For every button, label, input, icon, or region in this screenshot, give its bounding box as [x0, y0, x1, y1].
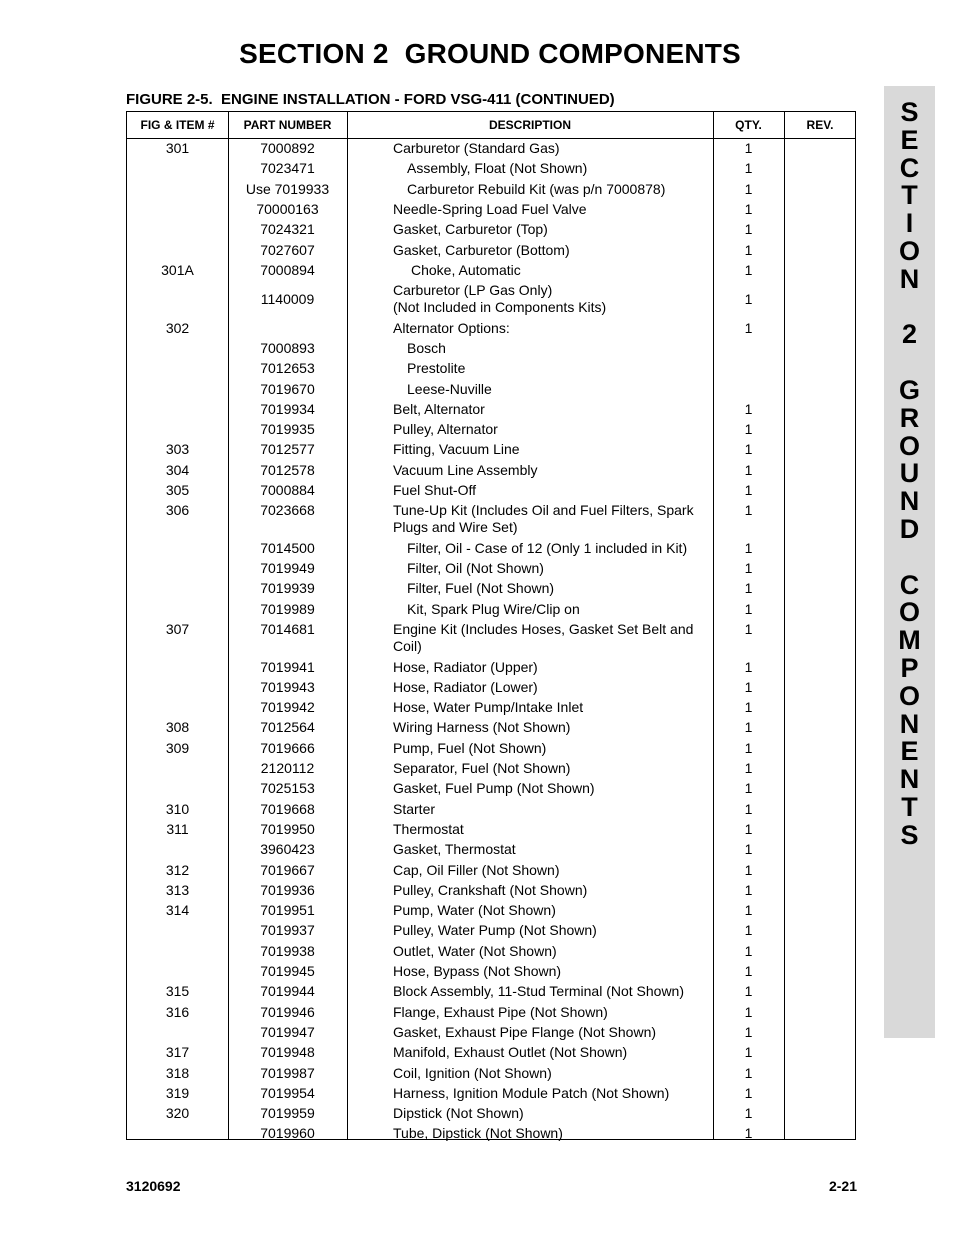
side-tab-letter: R — [899, 402, 920, 433]
part-number-cell: 7000884 — [260, 482, 315, 498]
qty-cell: 1 — [744, 800, 753, 817]
part-number-cell: 7012564 — [260, 719, 315, 736]
side-tab-letter: D — [899, 514, 920, 544]
fig-item-cell: 309 — [165, 739, 190, 756]
table-row — [127, 699, 855, 719]
qty-cell: 1 — [744, 1125, 753, 1142]
side-tab-letter: S — [900, 819, 919, 850]
description-cell: Gasket, Fuel Pump (Not Shown) — [393, 780, 595, 797]
qty-cell: 1 — [744, 1003, 753, 1020]
table-row — [127, 282, 855, 320]
fig-item-cell: 304 — [165, 461, 190, 478]
side-tab-letter: O — [898, 597, 920, 628]
fig-item-cell: 312 — [165, 861, 190, 878]
table-row — [127, 621, 855, 659]
qty-cell: 1 — [744, 739, 753, 756]
fig-item-cell: 301 — [165, 140, 190, 156]
description-cell: Thermostat — [393, 820, 464, 837]
qty-cell: 1 — [744, 441, 753, 458]
part-number-cell: 7012653 — [260, 360, 315, 377]
table-row — [127, 160, 855, 180]
description-cell: Vacuum Line Assembly — [393, 461, 538, 478]
fig-item-cell: 302 — [165, 319, 190, 336]
side-tab-letter: U — [899, 458, 920, 489]
part-number-cell: 7019947 — [260, 1023, 315, 1040]
side-tab-letter: N — [899, 263, 920, 294]
page-title: SECTION 2 GROUND COMPONENTS — [239, 38, 741, 69]
description-cell: Gasket, Carburetor (Top) — [393, 221, 548, 238]
part-number-cell: 7023668 — [260, 502, 315, 519]
qty-cell: 1 — [744, 841, 753, 858]
side-tab-letter: 2 — [901, 319, 918, 350]
part-number-cell: 7019934 — [260, 400, 315, 417]
part-number-cell: 7019668 — [260, 800, 315, 817]
table-row — [127, 140, 855, 160]
table-row — [127, 262, 855, 282]
description-cell: Coil, Ignition (Not Shown) — [393, 1064, 552, 1081]
table-row — [127, 862, 855, 882]
part-number-cell: 7019950 — [260, 820, 315, 837]
description-cell: Engine Kit (Includes Hoses, Gasket Set Belt and — [393, 621, 694, 637]
fig-item-cell: 305 — [165, 482, 190, 498]
qty-cell: 1 — [744, 902, 753, 919]
description-cell: Outlet, Water (Not Shown) — [393, 942, 557, 959]
qty-cell: 1 — [744, 942, 753, 959]
description-cell: Hose, Radiator (Lower) — [393, 678, 538, 695]
table-row — [127, 659, 855, 679]
qty-cell: 1 — [744, 600, 753, 617]
part-number-cell: 7000893 — [260, 339, 315, 356]
description-cell: Needle-Spring Load Fuel Valve — [393, 200, 587, 217]
header-part-number: PART NUMBER — [243, 118, 332, 132]
part-number-cell: 7019949 — [260, 560, 315, 577]
description-cell: Pump, Water (Not Shown) — [393, 902, 556, 919]
description-cell: Flange, Exhaust Pipe (Not Shown) — [393, 1003, 608, 1020]
table-row — [127, 462, 855, 482]
description-cell: Block Assembly, 11-Stud Terminal (Not Shown) — [393, 983, 685, 1000]
qty-cell: 1 — [744, 221, 753, 238]
table-row — [127, 679, 855, 699]
table-row — [127, 441, 855, 461]
qty-cell: 1 — [744, 400, 753, 417]
description-cell: Dipstick (Not Shown) — [393, 1105, 524, 1122]
table-row — [127, 801, 855, 821]
description-cell: Carburetor (Standard Gas) — [393, 140, 560, 156]
qty-cell: 1 — [744, 1084, 753, 1101]
side-tab-letter: E — [900, 736, 919, 767]
description-cell: Gasket, Exhaust Pipe Flange (Not Shown) — [393, 1023, 657, 1040]
side-tab-letter: N — [899, 764, 920, 795]
table-row — [127, 841, 855, 861]
qty-cell: 1 — [744, 881, 753, 898]
part-number-cell: 7019954 — [260, 1084, 315, 1101]
part-number-cell: 7023471 — [260, 160, 315, 177]
fig-item-cell: 316 — [165, 1003, 190, 1020]
description-cell: Hose, Bypass (Not Shown) — [393, 963, 562, 979]
qty-cell: 1 — [744, 658, 753, 675]
table-row — [127, 320, 855, 340]
qty-cell: 1 — [744, 1105, 753, 1122]
qty-cell: 1 — [744, 621, 753, 637]
table-row — [127, 1044, 855, 1064]
description-cell: Prestolite — [407, 360, 466, 377]
header-description: DESCRIPTION — [488, 118, 571, 132]
side-tab-letter: T — [901, 792, 918, 822]
table-row — [127, 580, 855, 600]
table-row — [127, 181, 855, 201]
table-row — [127, 1004, 855, 1024]
description-cell: Wiring Harness (Not Shown) — [393, 719, 571, 736]
part-number-cell: 7000894 — [260, 261, 315, 278]
side-tab-letter: T — [901, 180, 918, 211]
fig-item-cell: 310 — [165, 800, 190, 817]
description-cell: Carburetor Rebuild Kit (was p/n 7000878) — [407, 180, 666, 197]
table-row — [127, 719, 855, 739]
description-cell-continued: (Not Included in Components Kits) — [393, 299, 607, 316]
qty-cell: 1 — [744, 780, 753, 797]
part-number-cell: 7019946 — [260, 1003, 315, 1020]
fig-item-cell: 315 — [165, 983, 190, 1000]
figure-caption: FIGURE 2-5. ENGINE INSTALLATION - FORD VSG-411 (CONTINUED) — [126, 91, 615, 108]
page-number: 2-21 — [828, 1178, 857, 1194]
fig-item-cell: 314 — [165, 902, 190, 919]
description-cell-continued: Plugs and Wire Set) — [393, 519, 518, 536]
table-row — [127, 482, 855, 502]
fig-item-cell: 313 — [165, 881, 190, 898]
fig-item-cell: 301A — [161, 261, 194, 278]
part-number-cell: 7019667 — [260, 861, 315, 878]
fig-item-cell: 317 — [165, 1044, 190, 1061]
description-cell: Manifold, Exhaust Outlet (Not Shown) — [393, 1044, 628, 1061]
side-tab-letter: C — [899, 569, 920, 600]
table-row — [127, 760, 855, 780]
table-row — [127, 360, 855, 380]
description-cell: Hose, Radiator (Upper) — [393, 658, 538, 675]
description-cell: Starter — [393, 800, 436, 817]
part-number-cell: 7019670 — [260, 380, 315, 397]
part-number-cell: 7027607 — [260, 241, 315, 258]
part-number-cell: 7019666 — [260, 739, 315, 756]
qty-cell: 1 — [744, 291, 753, 308]
part-number-cell: 7019989 — [260, 600, 315, 617]
fig-item-cell: 307 — [165, 621, 190, 637]
description-cell: Tube, Dipstick (Not Shown) — [393, 1125, 563, 1142]
table-row — [127, 601, 855, 621]
table-row — [127, 221, 855, 241]
part-number-cell: 7019939 — [260, 580, 315, 597]
part-number-cell: 7019948 — [260, 1044, 315, 1061]
fig-item-cell: 320 — [165, 1105, 190, 1122]
document-number: 3120692 — [126, 1178, 181, 1194]
header-qty: QTY. — [735, 118, 762, 132]
table-row — [127, 242, 855, 262]
fig-item-cell: 303 — [165, 441, 190, 458]
table-row — [127, 540, 855, 560]
table-row — [127, 740, 855, 760]
table-row — [127, 421, 855, 441]
table-row — [127, 780, 855, 800]
description-cell: Leese-Nuville — [407, 380, 492, 397]
qty-cell: 1 — [744, 699, 753, 716]
description-cell: Fuel Shut-Off — [393, 482, 477, 498]
side-tab-letter: I — [905, 208, 914, 239]
description-cell-continued: Coil) — [393, 638, 422, 654]
description-cell: Carburetor (LP Gas Only) — [393, 282, 553, 299]
fig-item-cell: 308 — [165, 719, 190, 736]
table-row — [127, 983, 855, 1003]
fig-item-cell: 319 — [165, 1084, 190, 1101]
side-tab-letter: E — [900, 124, 919, 155]
qty-cell: 1 — [744, 922, 753, 939]
side-tab-letter: G — [898, 375, 920, 405]
part-number-cell: 7019987 — [260, 1064, 315, 1081]
part-number-cell: 7019951 — [260, 902, 315, 919]
qty-cell: 1 — [744, 1064, 753, 1081]
fig-item-cell: 318 — [165, 1064, 190, 1081]
table-row — [127, 821, 855, 841]
qty-cell: 1 — [744, 261, 753, 278]
qty-cell: 1 — [744, 241, 753, 258]
part-number-cell: 7000892 — [260, 140, 315, 156]
qty-cell: 1 — [744, 560, 753, 577]
part-number-cell: 7012578 — [260, 461, 315, 478]
description-cell: Pump, Fuel (Not Shown) — [393, 739, 547, 756]
fig-item-cell: 311 — [166, 820, 189, 837]
part-number-cell: 7025153 — [260, 780, 315, 797]
side-tab-letter: P — [900, 653, 919, 683]
description-cell: Choke, Automatic — [411, 261, 521, 278]
header-rev: REV. — [806, 118, 834, 132]
table-row — [127, 922, 855, 942]
side-tab-letter: C — [899, 152, 920, 183]
parts-table — [126, 111, 856, 1140]
table-row — [127, 201, 855, 221]
table-row — [127, 401, 855, 421]
qty-cell: 1 — [744, 983, 753, 1000]
description-cell: Filter, Oil - Case of 12 (Only 1 included in Kit) — [407, 539, 688, 556]
side-tab-letter: S — [900, 97, 919, 127]
description-cell: Belt, Alternator — [393, 400, 485, 417]
table-row — [127, 963, 855, 983]
side-tab-letter: N — [899, 708, 920, 739]
description-cell: Separator, Fuel (Not Shown) — [393, 760, 571, 776]
qty-cell: 1 — [744, 160, 753, 177]
side-tab-letter: O — [898, 680, 920, 711]
qty-cell: 1 — [744, 180, 753, 197]
qty-cell: 1 — [744, 963, 753, 979]
table-row — [127, 340, 855, 360]
qty-cell: 1 — [744, 140, 753, 156]
part-number-cell: 3960423 — [260, 841, 315, 858]
side-tab-letter: O — [898, 430, 920, 461]
part-number-cell: 7019959 — [260, 1105, 315, 1122]
part-number-cell: 7019960 — [260, 1125, 315, 1142]
side-tab-letter: M — [898, 625, 921, 656]
qty-cell: 1 — [744, 539, 753, 556]
description-cell: Harness, Ignition Module Patch (Not Shown) — [393, 1084, 670, 1101]
description-cell: Pulley, Water Pump (Not Shown) — [393, 922, 597, 939]
part-number-cell: 7019941 — [260, 658, 315, 675]
header-fig-item: FIG & ITEM # — [140, 118, 215, 132]
description-cell: Hose, Water Pump/Intake Inlet — [393, 699, 584, 716]
qty-cell: 1 — [744, 820, 753, 837]
part-number-cell: 7019937 — [260, 922, 315, 939]
table-row — [127, 1065, 855, 1085]
description-cell: Pulley, Alternator — [393, 421, 498, 438]
qty-cell: 1 — [744, 1023, 753, 1040]
table-row — [127, 882, 855, 902]
section-side-tab — [884, 86, 935, 1038]
part-number-cell: 7019935 — [260, 421, 315, 438]
table-row — [127, 1125, 855, 1145]
qty-cell: 1 — [744, 580, 753, 597]
part-number-cell: 2120112 — [260, 760, 315, 776]
table-row — [127, 902, 855, 922]
table-row — [127, 560, 855, 580]
part-number-cell: Use 7019933 — [245, 180, 330, 197]
side-tab-letter: N — [899, 486, 920, 517]
description-cell: Cap, Oil Filler (Not Shown) — [393, 861, 560, 878]
table-row — [127, 1024, 855, 1044]
qty-cell: 1 — [744, 502, 753, 519]
part-number-cell: 7019945 — [260, 963, 315, 979]
qty-cell: 1 — [744, 421, 753, 438]
description-cell: Alternator Options: — [393, 319, 510, 336]
table-row — [127, 943, 855, 963]
description-cell: Filter, Oil (Not Shown) — [407, 560, 544, 577]
part-number-cell: 7019942 — [260, 699, 315, 716]
description-cell: Assembly, Float (Not Shown) — [407, 160, 588, 177]
part-number-cell: 7024321 — [260, 221, 315, 238]
qty-cell: 1 — [744, 760, 753, 776]
part-number-cell: 7014681 — [260, 621, 315, 637]
table-row — [127, 1085, 855, 1105]
fig-item-cell: 306 — [165, 502, 190, 519]
side-tab-letter: O — [898, 236, 920, 266]
qty-cell: 1 — [744, 200, 753, 217]
table-row — [127, 1105, 855, 1125]
description-cell: Tune-Up Kit (Includes Oil and Fuel Filters, Spark — [393, 502, 694, 519]
description-cell: Kit, Spark Plug Wire/Clip on — [407, 600, 580, 617]
qty-cell: 1 — [744, 461, 753, 478]
part-number-cell: 7019938 — [260, 942, 315, 959]
qty-cell: 1 — [744, 319, 753, 336]
description-cell: Filter, Fuel (Not Shown) — [407, 580, 555, 597]
qty-cell: 1 — [744, 678, 753, 695]
table-header — [127, 112, 855, 139]
description-cell: Bosch — [407, 339, 446, 356]
description-cell: Gasket, Carburetor (Bottom) — [393, 241, 570, 258]
table-row — [127, 381, 855, 401]
part-number-cell: 70000163 — [256, 200, 319, 217]
part-number-cell: 7019943 — [260, 678, 315, 695]
qty-cell: 1 — [744, 861, 753, 878]
description-cell: Fitting, Vacuum Line — [393, 441, 520, 458]
qty-cell: 1 — [744, 1044, 753, 1061]
part-number-cell: 1140009 — [260, 291, 315, 308]
table-row — [127, 502, 855, 540]
part-number-cell: 7014500 — [260, 539, 315, 556]
description-cell: Pulley, Crankshaft (Not Shown) — [393, 881, 588, 898]
part-number-cell: 7012577 — [260, 441, 315, 458]
qty-cell: 1 — [744, 482, 753, 498]
part-number-cell: 7019936 — [260, 881, 315, 898]
qty-cell: 1 — [744, 719, 753, 736]
description-cell: Gasket, Thermostat — [393, 841, 516, 858]
part-number-cell: 7019944 — [260, 983, 315, 1000]
